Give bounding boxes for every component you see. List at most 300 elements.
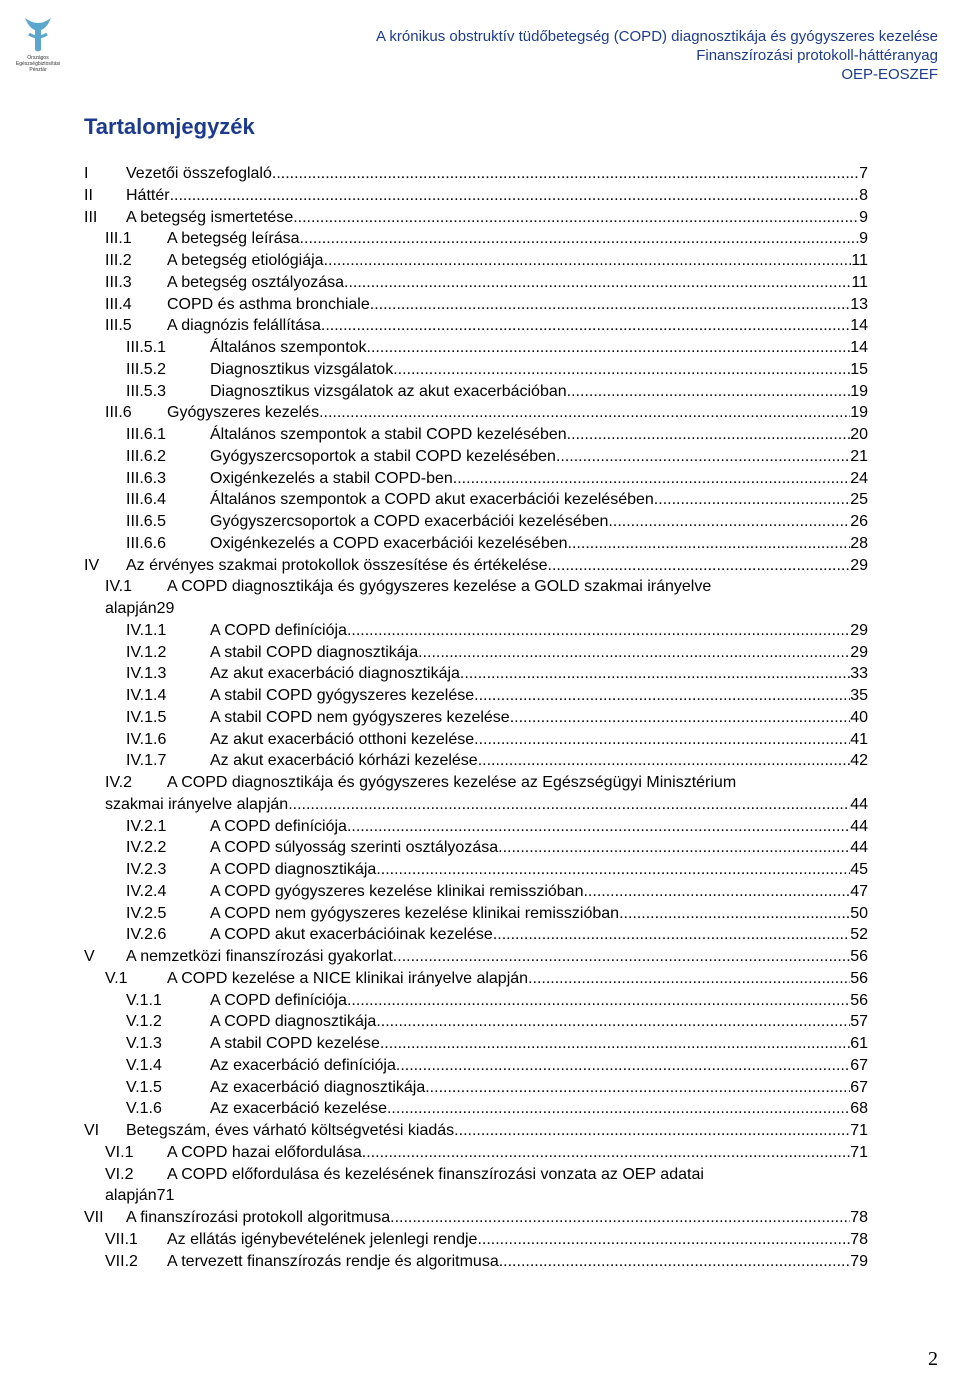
toc-entry-title: A COPD definíciója: [210, 817, 347, 835]
toc-entry-line: [84, 489, 868, 511]
toc-dot-leader: [499, 1251, 850, 1273]
toc-entry-title: A diagnózis felállítása: [167, 317, 321, 335]
toc-entry[interactable]: [84, 315, 868, 337]
toc-entry-title: A betegség etiológiája: [167, 252, 324, 269]
toc-entry-page: 8: [859, 186, 868, 204]
toc-entry-number: VI.1: [105, 1143, 134, 1161]
toc-entry-line: [84, 207, 868, 229]
toc-entry-line: [84, 729, 868, 751]
toc-entry-line: [84, 1033, 868, 1055]
toc-entry-title: A COPD diagnosztikája és gyógyszeres kezelése a GOLD szakmai irányelve: [167, 578, 712, 596]
toc-entry[interactable]: [84, 228, 868, 250]
toc-entry-line: [84, 555, 868, 577]
toc-dot-leader: [478, 750, 851, 772]
toc-entry-line: [84, 402, 868, 424]
toc-entry[interactable]: [84, 250, 868, 272]
toc-entry-title-cont: alapján29: [105, 600, 175, 617]
toc-dot-leader: [396, 1055, 850, 1077]
toc-dot-leader: [380, 1033, 850, 1055]
toc-entry-line: [84, 1120, 868, 1142]
toc-entry-number: IV.1.2: [126, 643, 167, 661]
toc-dot-leader: [548, 555, 851, 577]
toc-entry[interactable]: [84, 424, 868, 446]
toc-entry-page: 14: [850, 317, 868, 335]
page-number: 2: [928, 1348, 938, 1370]
toc-entry[interactable]: [84, 1142, 868, 1164]
toc-entry[interactable]: [84, 163, 868, 185]
toc-entry-page: 61: [850, 1035, 868, 1052]
toc-entry-page: 29: [850, 556, 868, 574]
toc-entry-page: 9: [859, 230, 868, 248]
toc-entry-page: 56: [850, 969, 868, 987]
toc-dot-leader: [367, 337, 851, 359]
toc-entry-number: III.5.1: [126, 339, 167, 356]
toc-dot-leader: [170, 185, 860, 207]
toc-entry-page: 52: [850, 926, 868, 944]
toc-entry-number: III.3: [105, 273, 132, 291]
toc-entry[interactable]: [84, 1033, 868, 1055]
toc-entry-line: [84, 337, 868, 359]
toc-entry-line: [84, 163, 868, 185]
toc-entry-number: V.1.2: [126, 1013, 162, 1031]
toc-dot-leader: [393, 359, 850, 381]
toc-entry-title: A COPD diagnosztikája: [210, 1013, 377, 1031]
toc-entry-number: VII.2: [105, 1252, 138, 1270]
toc-dot-leader: [370, 294, 850, 316]
toc-entry[interactable]: [84, 881, 868, 903]
toc-entry-number: VII.1: [105, 1230, 138, 1248]
toc-entry-title: A COPD akut exacerbációinak kezelése: [210, 926, 493, 944]
toc-entry[interactable]: [84, 359, 868, 381]
toc-dot-leader: [272, 163, 859, 185]
toc-entry-title: Az exacerbáció diagnosztikája: [210, 1078, 426, 1096]
toc-entry-number: IV.2.5: [126, 904, 167, 922]
toc-entry[interactable]: [84, 576, 868, 620]
toc-entry-line: [84, 750, 868, 772]
toc-entry[interactable]: [84, 642, 868, 664]
toc-entry-continuation: [84, 794, 868, 816]
toc-entry-number: III.6.1: [126, 426, 167, 443]
header-line3: OEP-EOSZEF: [841, 66, 938, 83]
toc-dot-leader: [393, 946, 850, 968]
toc-entry[interactable]: [84, 446, 868, 468]
toc-entry-number: V.1.4: [126, 1056, 162, 1074]
toc-entry-number: IV.2.2: [126, 839, 167, 857]
toc-entry-line: [84, 837, 868, 859]
toc-entry-title: Az akut exacerbáció diagnosztikája: [210, 665, 460, 683]
toc-entry-title: A COPD előfordulása és kezelésének finanszírozási vonzata az OEP adatai: [167, 1165, 704, 1183]
toc-entry-title: Gyógyszercsoportok a stabil COPD kezelésében: [210, 447, 556, 465]
toc-entry-page: 15: [850, 360, 868, 378]
toc-entry-page: 71: [850, 1143, 868, 1161]
toc-entry-line: [84, 881, 868, 903]
document-header: [376, 27, 938, 84]
toc-entry-title: Általános szempontok a COPD akut exacerbációi kezelésében: [210, 491, 654, 509]
toc-entry-line: [84, 511, 868, 533]
toc-entry-line: [84, 468, 868, 490]
toc-dot-leader: [321, 315, 850, 337]
toc-entry[interactable]: [84, 903, 868, 925]
toc-entry-number: IV.2.4: [126, 882, 167, 900]
toc-entry-title: Diagnosztikus vizsgálatok: [210, 360, 394, 378]
toc-entry-number: IV.2.3: [126, 861, 167, 878]
toc-entry-page: 44: [850, 839, 868, 857]
toc-entry-number: III.5.2: [126, 360, 167, 378]
toc-entry-line: [84, 685, 868, 707]
toc-entry-title: Az ellátás igénybevételének jelenlegi rendje: [167, 1230, 478, 1248]
toc-entry[interactable]: [84, 1164, 868, 1208]
toc-entry[interactable]: [84, 1120, 868, 1142]
toc-entry-page: 14: [850, 339, 868, 356]
toc-entry[interactable]: [84, 1077, 868, 1099]
toc-dot-leader: [319, 402, 850, 424]
toc-entry[interactable]: [84, 750, 868, 772]
toc-entry-number: III.6.2: [126, 447, 167, 465]
toc-dot-leader: [498, 837, 850, 859]
logo-text-line1: Országos Egészségbiztosítási: [15, 55, 61, 67]
toc-entry-line: [84, 1077, 868, 1099]
toc-entry[interactable]: [84, 1251, 868, 1273]
toc-entry-line: [84, 250, 868, 272]
toc-entry-page: 25: [850, 491, 868, 509]
oep-emblem-icon: [21, 14, 55, 54]
toc-dot-leader: [390, 1207, 850, 1229]
toc-entry-page: 45: [850, 861, 868, 878]
toc-entry-title: A COPD definíciója: [210, 621, 347, 639]
toc-dot-leader: [324, 250, 852, 272]
oep-logo: [6, 14, 70, 76]
toc-dot-leader: [347, 620, 850, 642]
toc-dot-leader: [460, 663, 850, 685]
toc-entry-page: 57: [850, 1013, 868, 1031]
toc-entry-number: III.6: [105, 404, 132, 422]
toc-entry-line: [84, 1142, 868, 1164]
toc-entry[interactable]: [84, 990, 868, 1012]
toc-dot-leader: [474, 729, 850, 751]
toc-entry-line: [84, 990, 868, 1012]
toc-entry-line: [84, 294, 868, 316]
toc-entry-line: [84, 185, 868, 207]
toc-entry-page: 56: [850, 991, 868, 1009]
toc-entry-number: III.5.3: [126, 382, 167, 400]
toc-entry-page: 79: [850, 1252, 868, 1270]
toc-entry-title: Általános szempontok: [210, 339, 367, 356]
toc-entry[interactable]: [84, 729, 868, 751]
toc-entry[interactable]: [84, 837, 868, 859]
toc-entry-title: A COPD súlyosság szerinti osztályozása: [210, 839, 499, 857]
toc-entry-page: 13: [850, 295, 868, 313]
toc-entry-page: 29: [850, 643, 868, 661]
toc-entry-number: III.6.6: [126, 534, 167, 552]
toc-entry-line: [84, 381, 868, 403]
toc-entry-number: IV.2.1: [126, 817, 167, 835]
toc-entry-line: [84, 315, 868, 337]
toc-dot-leader: [493, 924, 850, 946]
toc-entry-page: 67: [850, 1056, 868, 1074]
toc-entry[interactable]: [84, 707, 868, 729]
toc-dot-leader: [510, 707, 851, 729]
toc-entry-line: [84, 1098, 868, 1120]
toc-entry-page: 41: [850, 730, 868, 748]
toc-entry-page: 19: [850, 382, 868, 400]
toc-entry-title: Az akut exacerbáció otthoni kezelése: [210, 730, 475, 748]
toc-entry[interactable]: [84, 337, 868, 359]
toc-entry-page: 47: [850, 882, 868, 900]
toc-entry-number: III.5: [105, 317, 132, 335]
toc-entry-title: A stabil COPD kezelése: [210, 1035, 380, 1052]
toc-entry-number: V.1.5: [126, 1078, 162, 1096]
toc-entry-line: [84, 968, 868, 990]
toc-entry-page: 11: [851, 252, 868, 269]
toc-entry-number: V.1.3: [126, 1035, 162, 1052]
toc-entry-title: A betegség leírása: [167, 230, 300, 248]
toc-entry-continuation: [84, 1185, 868, 1207]
toc-entry-number: V.1.1: [126, 991, 162, 1009]
toc-entry-title-cont: alapján71: [105, 1187, 175, 1205]
toc-entry-line: [84, 1251, 868, 1273]
toc-entry-page: 44: [850, 817, 868, 835]
toc-entry-page: 21: [850, 447, 868, 465]
toc-entry-page: 35: [850, 687, 868, 704]
toc-entry[interactable]: [84, 272, 868, 294]
toc-entry-title: Gyógyszercsoportok a COPD exacerbációi kezelésében: [210, 513, 609, 530]
toc-entry[interactable]: [84, 816, 868, 838]
toc-entry[interactable]: [84, 402, 868, 424]
toc-entry-line: [84, 272, 868, 294]
toc-entry-page: 71: [850, 1122, 868, 1139]
toc-dot-leader: [568, 533, 851, 555]
toc-dot-leader: [567, 424, 851, 446]
toc-entry-line: [84, 1011, 868, 1033]
toc-entry[interactable]: [84, 207, 868, 229]
toc-entry-line: [84, 903, 868, 925]
toc-entry-title: Az akut exacerbáció kórházi kezelése: [210, 752, 478, 770]
toc-entry-title: A stabil COPD nem gyógyszeres kezelése: [210, 708, 510, 726]
toc-entry[interactable]: [84, 381, 868, 403]
toc-dot-leader: [425, 1077, 850, 1099]
toc-entry[interactable]: [84, 1098, 868, 1120]
toc-entry-number: V.1: [105, 969, 128, 987]
toc-dot-leader: [583, 881, 850, 903]
toc-dot-leader: [477, 1229, 850, 1251]
toc-entry-number: III.6.4: [126, 491, 167, 509]
toc-entry-title: A COPD diagnosztikája: [210, 861, 377, 878]
toc-entry[interactable]: [84, 946, 868, 968]
toc-entry[interactable]: [84, 859, 868, 881]
toc-entry-number: IV.2.6: [126, 926, 167, 944]
toc-dot-leader: [654, 489, 850, 511]
toc-entry-number: IV.1.7: [126, 752, 167, 770]
toc-entry-title: Általános szempontok a stabil COPD kezelésében: [210, 426, 567, 443]
toc-entry[interactable]: [84, 555, 868, 577]
toc-entry[interactable]: [84, 1011, 868, 1033]
toc-entry-title: A COPD nem gyógyszeres kezelése klinikai remisszióban: [210, 904, 620, 922]
toc-entry-title: Az exacerbáció kezelése: [210, 1100, 387, 1118]
toc-dot-leader: [376, 1011, 850, 1033]
toc-entry-page: 78: [850, 1230, 868, 1248]
toc-entry-page: 29: [850, 621, 868, 639]
toc-entry-title: Betegszám, éves várható költségvetési kiadás: [126, 1122, 455, 1139]
toc-entry-number: III.6.5: [126, 513, 167, 530]
toc-entry[interactable]: [84, 294, 868, 316]
toc-entry-title: Az exacerbáció definíciója: [210, 1056, 396, 1074]
toc-entry-title: A nemzetközi finanszírozási gyakorlat: [126, 948, 393, 965]
toc-entry[interactable]: [84, 185, 868, 207]
toc-dot-leader: [453, 468, 850, 490]
toc-dot-leader: [387, 1098, 850, 1120]
toc-entry-number: III.2: [105, 252, 132, 269]
toc-entry[interactable]: [84, 468, 868, 490]
toc-entry-line: [84, 859, 868, 881]
toc-dot-leader: [608, 511, 850, 533]
toc-entry-title-cont: szakmai irányelve alapján: [105, 795, 289, 813]
toc-entry[interactable]: [84, 663, 868, 685]
toc-dot-leader: [288, 794, 850, 816]
toc-dot-leader: [376, 859, 850, 881]
toc-entry-number: V.1.6: [126, 1100, 162, 1118]
toc-entry-line: [84, 642, 868, 664]
toc-entry-line: [84, 1229, 868, 1251]
toc-entry-title: Oxigénkezelés a COPD exacerbációi kezelésében: [210, 534, 568, 552]
toc-entry-title: Gyógyszeres kezelés: [167, 404, 320, 422]
toc-entry-number: I: [84, 165, 89, 182]
toc-entry-title: A COPD kezelése a NICE klinikai irányelve alapján: [167, 969, 529, 987]
toc-entry-title: A finanszírozási protokoll algoritmusa: [126, 1209, 391, 1226]
toc-dot-leader: [344, 272, 851, 294]
toc-dot-leader: [418, 642, 850, 664]
toc-entry-page: 56: [850, 948, 868, 965]
toc-entry-number: IV.1.3: [126, 665, 167, 683]
toc-entry-line: [84, 663, 868, 685]
toc-entry-page: 20: [850, 426, 868, 443]
toc-entry[interactable]: [84, 620, 868, 642]
toc-entry-page: 28: [850, 534, 868, 552]
toc-entry-number: IV.1: [105, 578, 132, 596]
toc-entry-line: [84, 228, 868, 250]
table-of-contents: [84, 163, 868, 1272]
toc-dot-leader: [528, 968, 850, 990]
toc-entry-page: 42: [850, 752, 868, 770]
toc-entry-number: II: [84, 186, 93, 204]
toc-entry-page: 7: [859, 165, 868, 182]
toc-entry-number: III: [84, 208, 98, 226]
toc-entry[interactable]: [84, 1207, 868, 1229]
toc-entry-number: IV.1.4: [126, 687, 167, 704]
toc-entry-title: A COPD definíciója: [210, 991, 347, 1009]
toc-entry-page: 11: [851, 273, 868, 291]
toc-entry-title: Oxigénkezelés a stabil COPD-ben: [210, 469, 453, 487]
toc-entry-line: [84, 816, 868, 838]
toc-dot-leader: [347, 816, 850, 838]
toc-entry-page: 67: [850, 1078, 868, 1096]
toc-entry[interactable]: [84, 533, 868, 555]
toc-entry-line: [84, 576, 868, 598]
toc-entry-title: A tervezett finanszírozás rendje és algoritmusa: [167, 1252, 499, 1270]
toc-entry-number: IV.1.1: [126, 621, 167, 639]
toc-entry[interactable]: [84, 511, 868, 533]
toc-entry[interactable]: [84, 1055, 868, 1077]
toc-entry-continuation: [84, 598, 868, 620]
toc-entry-number: VII: [84, 1209, 104, 1226]
toc-entry-line: [84, 533, 868, 555]
toc-entry-line: [84, 446, 868, 468]
toc-entry[interactable]: [84, 489, 868, 511]
toc-entry-line: [84, 1055, 868, 1077]
toc-entry-number: V: [84, 948, 95, 965]
toc-entry-line: [84, 924, 868, 946]
toc-entry-page: 50: [850, 904, 868, 922]
toc-dot-leader: [474, 685, 850, 707]
toc-entry-number: IV.2: [105, 774, 132, 791]
toc-entry-page: 44: [850, 795, 868, 813]
toc-entry-line: [84, 707, 868, 729]
toc-entry-title: A COPD diagnosztikája és gyógyszeres kezelése az Egészségügyi Minisztérium: [167, 774, 737, 791]
toc-entry-title: A stabil COPD diagnosztikája: [210, 643, 419, 661]
toc-entry-page: 68: [850, 1100, 868, 1118]
toc-entry-line: [84, 946, 868, 968]
toc-dot-leader: [300, 228, 860, 250]
toc-entry-number: III.6.3: [126, 469, 167, 487]
toc-entry-line: [84, 1207, 868, 1229]
toc-dot-leader: [362, 1142, 850, 1164]
toc-entry-page: 9: [859, 208, 868, 226]
toc-entry-line: [84, 424, 868, 446]
toc-entry-number: III.4: [105, 295, 132, 313]
toc-dot-leader: [293, 207, 859, 229]
toc-entry-title: A betegség osztályozása: [167, 273, 345, 291]
toc-entry[interactable]: [84, 968, 868, 990]
toc-dot-leader: [567, 381, 851, 403]
toc-entry-number: VI: [84, 1122, 100, 1139]
toc-entry-page: 78: [850, 1209, 868, 1226]
toc-entry-title: Az érvényes szakmai protokollok összesítése és értékelése: [126, 556, 548, 574]
toc-entry[interactable]: [84, 1229, 868, 1251]
toc-entry-number: III.1: [105, 230, 132, 248]
toc-entry-title: Vezetői összefoglaló: [126, 165, 272, 182]
toc-entry-title: A betegség ismertetése: [126, 208, 294, 226]
toc-entry-line: [84, 772, 868, 794]
header-line1: A krónikus obstruktív tüdőbetegség (COPD) diagnosztikája és gyógyszeres kezelése: [376, 28, 938, 45]
toc-entry[interactable]: [84, 924, 868, 946]
toc-entry-line: [84, 359, 868, 381]
toc-entry-title: COPD és asthma bronchiale: [167, 295, 370, 313]
toc-dot-leader: [454, 1120, 850, 1142]
toc-entry-title: A COPD hazai előfordulása: [167, 1143, 362, 1161]
toc-title: Tartalomjegyzék: [84, 114, 255, 139]
toc-entry[interactable]: [84, 685, 868, 707]
toc-entry-number: IV.1.6: [126, 730, 167, 748]
toc-entry-title: A COPD gyógyszeres kezelése klinikai remisszióban: [210, 882, 584, 900]
toc-entry-title: Háttér: [126, 186, 170, 204]
header-line2: Finanszírozási protokoll-háttéranyag: [696, 47, 938, 64]
toc-entry-number: IV: [84, 556, 100, 574]
toc-dot-leader: [556, 446, 850, 468]
logo-text-line2: Pénztár: [29, 67, 47, 73]
toc-entry-line: [84, 1164, 868, 1186]
toc-entry-page: 26: [850, 513, 868, 530]
toc-entry-title: A stabil COPD gyógyszeres kezelése: [210, 687, 475, 704]
toc-entry[interactable]: [84, 772, 868, 816]
toc-entry-page: 19: [850, 404, 868, 422]
toc-entry-page: 40: [850, 708, 868, 726]
toc-entry-title: Diagnosztikus vizsgálatok az akut exacerbációban: [210, 382, 567, 400]
toc-entry-line: [84, 620, 868, 642]
toc-dot-leader: [347, 990, 850, 1012]
toc-entry-page: 33: [850, 665, 868, 683]
toc-entry-page: 24: [850, 469, 868, 487]
toc-dot-leader: [619, 903, 850, 925]
toc-entry-number: VI.2: [105, 1165, 134, 1183]
